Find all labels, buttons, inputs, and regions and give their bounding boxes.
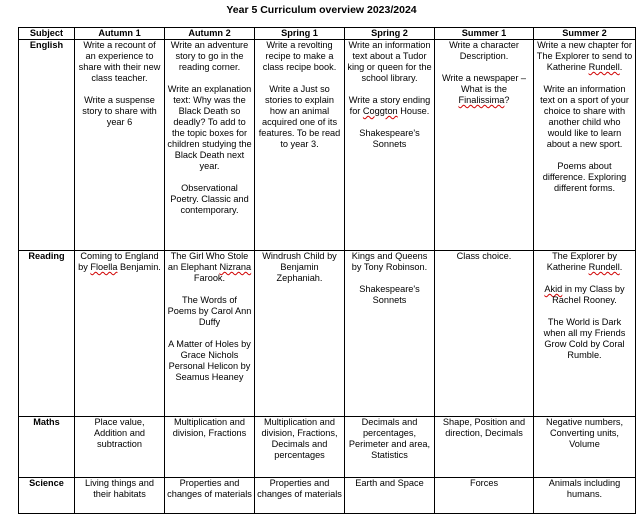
header-row [19,28,636,40]
cell-paragraph: Write an adventure story to go in the reading corner. [170,40,249,72]
table-row [19,40,636,251]
cell-paragraph: Write a recount of an experience to share with their new class teacher. [78,40,161,83]
table-cell [165,478,255,514]
cell-paragraph: Living things and their habitats [85,478,154,499]
table-cell [534,417,636,478]
cell-paragraph: Write a suspense story to share with year 6 [82,95,157,127]
column-header: Summer 1 [435,28,534,40]
table-cell [345,417,435,478]
cell-paragraph: Forces [469,478,499,488]
table-cell [255,478,345,514]
table-row [19,417,636,478]
column-header: Subject [19,28,75,40]
column-header: Summer 2 [534,28,636,40]
table-cell [75,478,165,514]
column-header: Autumn 2 [165,28,255,40]
table-cell [534,478,636,514]
subject-cell: Maths [19,417,75,478]
table-cell [435,478,534,514]
table-cell [345,251,435,417]
table-cell [165,40,255,251]
table-cell [75,251,165,417]
cell-paragraph: Shakespeare's Sonnets [359,284,420,305]
cell-paragraph: Write a story ending for Coggton House. [348,95,431,116]
table-row [19,251,636,417]
table-cell [534,40,636,251]
cell-paragraph: Poems about difference. Exploring different forms. [542,161,627,193]
curriculum-table [18,27,636,514]
subject-cell: Reading [19,251,75,417]
table-cell [165,417,255,478]
table-cell [75,40,165,251]
cell-paragraph: Shakespeare's Sonnets [359,128,420,149]
cell-paragraph: Shape, Position and direction, Decimals [442,417,526,438]
cell-paragraph: The World is Dark when all my Friends Grow Cold by Coral Rumble. [543,317,626,360]
cell-paragraph: Earth and Space [355,478,424,488]
cell-paragraph: Write an information text on a sport of your choice to share with another child who would like to learn about a new sport. [540,84,629,149]
cell-paragraph: Multiplication and division, Fractions, Decimals and percentages [261,417,338,460]
column-header: Spring 2 [345,28,435,40]
cell-paragraph: Akid in my Class by Rachel Rooney. [544,284,625,305]
cell-paragraph: Class choice. [456,251,512,261]
cell-paragraph: A Matter of Holes by Grace Nichols Personal Helicon by Seamus Heaney [168,339,251,382]
cell-paragraph: Observational Poetry. Classic and contemporary. [170,183,249,215]
table-cell [435,417,534,478]
subject-cell: English [19,40,75,251]
cell-paragraph: Write an explanation text: Why was the Black Death so deadly? To add to the topic boxes for children studying the Black Death next year. [167,84,252,171]
table-cell [435,40,534,251]
cell-paragraph: Properties and changes of materials [257,478,342,499]
cell-paragraph: Place value, Addition and subtraction [93,417,146,449]
table-cell [255,40,345,251]
cell-paragraph: The Girl Who Stole an Elephant Nizrana Farook. [167,251,252,283]
cell-paragraph: The Explorer by Katherine Rundell. [546,251,623,272]
cell-paragraph: Decimals and percentages, Perimeter and area, Statistics [348,417,431,460]
table-cell [255,251,345,417]
column-header: Autumn 1 [75,28,165,40]
cell-paragraph: Coming to England by Floella Benjamin. [78,251,161,272]
table-cell [534,251,636,417]
cell-paragraph: Write a character Description. [449,40,519,61]
column-header: Spring 1 [255,28,345,40]
table-row [19,478,636,514]
cell-paragraph: Animals including humans. [548,478,621,499]
table-cell [345,40,435,251]
cell-paragraph: The Words of Poems by Carol Ann Duffy [167,295,252,327]
table-cell [255,417,345,478]
cell-paragraph: Write a Just so stories to explain how an animal acquired one of its features. To be read to year 3. [258,84,341,149]
cell-paragraph: Negative numbers, Converting units, Volume [545,417,624,449]
cell-paragraph: Write a revolting recipe to make a class recipe book. [262,40,337,72]
cell-paragraph: Kings and Queens by Tony Robinson. [351,251,428,272]
table-cell [75,417,165,478]
page-title: Year 5 Curriculum overview 2023/2024 [226,4,417,16]
cell-paragraph: Multiplication and division, Fractions [172,417,247,438]
subject-cell: Science [19,478,75,514]
cell-paragraph: Write an information text about a Tudor king or queen for the school library. [347,40,432,83]
cell-paragraph: Properties and changes of materials [167,478,252,499]
cell-paragraph: Windrush Child by Benjamin Zephaniah. [262,251,337,283]
table-cell [345,478,435,514]
cell-paragraph: Write a newspaper –What is the Finalissima? [441,73,527,105]
table-cell [165,251,255,417]
table-cell [435,251,534,417]
cell-paragraph: Write a new chapter for The Explorer to send to Katherine Rundell. [536,40,633,72]
